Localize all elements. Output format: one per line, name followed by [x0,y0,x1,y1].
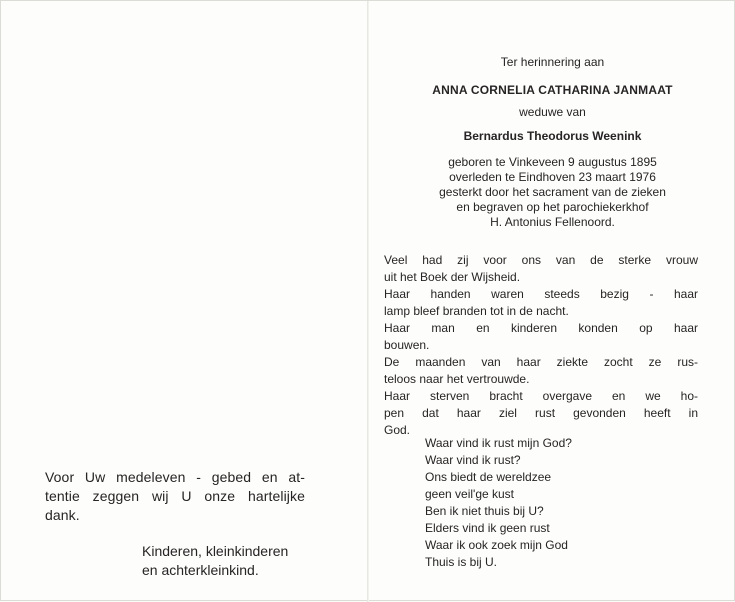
tribute-line: Veel had zij voor ons van de sterke vrouw [384,253,698,267]
verse-line: Ben ik niet thuis bij U? [425,504,544,518]
deceased-name: ANNA CORNELIA CATHARINA JANMAAT [432,83,673,97]
spouse-name: Bernardus Theodorus Weenink [463,129,642,143]
verse-line: Waar vind ik rust? [425,453,521,467]
thanks-line: Voor Uw medeleven - gebed en at- [45,469,305,485]
verse-line: Thuis is bij U. [425,555,498,569]
tribute-paragraph [384,252,698,439]
fact-line: overleden te Eindhoven 23 maart 1976 [449,170,656,184]
tribute-line: uit het Boek der Wijsheid. [384,270,521,284]
fact-line: geboren te Vinkeveen 9 augustus 1895 [448,155,657,169]
right-panel [369,1,735,602]
thanks-line: tentie zeggen wij U onze hartelijke [45,488,305,504]
thanks-paragraph [45,468,305,525]
thanks-line: dank. [45,507,80,523]
family-line: en achterkleinkind. [142,562,259,578]
widow-of-text: weduwe van [519,105,586,119]
family-signature [142,542,332,580]
tribute-line: pen dat haar ziel rust gevonden heeft in [384,406,698,420]
prayer-verse [425,435,685,571]
verse-line: Waar vind ik rust mijn God? [425,436,572,450]
left-panel [1,1,367,602]
tribute-line: teloos naar het vertrouwde. [384,372,530,386]
tribute-line: Haar sterven bracht overgave en we ho- [384,389,698,403]
tribute-line: God. [384,423,411,437]
verse-line: Ons biedt de wereldzee [425,470,552,484]
tribute-line: lamp bleef branden tot in de nacht. [384,304,569,318]
verse-line: Waar ik ook zoek mijn God [425,538,568,552]
fact-line: en begraven op het parochiekerkhof [456,200,649,214]
family-line: Kinderen, kleinkinderen [142,543,289,559]
intro-text: Ter herinnering aan [500,55,605,69]
tribute-line: De maanden van haar ziekte zocht ze rus- [384,355,698,369]
tribute-line: bouwen. [384,338,430,352]
fact-line: gesterkt door het sacrament van de zieken [439,185,666,199]
fact-line: H. Antonius Fellenoord. [490,215,615,229]
life-facts [369,155,735,230]
verse-line: Elders vind ik geen rust [425,521,550,535]
tribute-line: Haar handen waren steeds bezig - haar [384,287,698,301]
tribute-line: Haar man en kinderen konden op haar [384,321,698,335]
verse-line: geen veil'ge kust [425,487,515,501]
